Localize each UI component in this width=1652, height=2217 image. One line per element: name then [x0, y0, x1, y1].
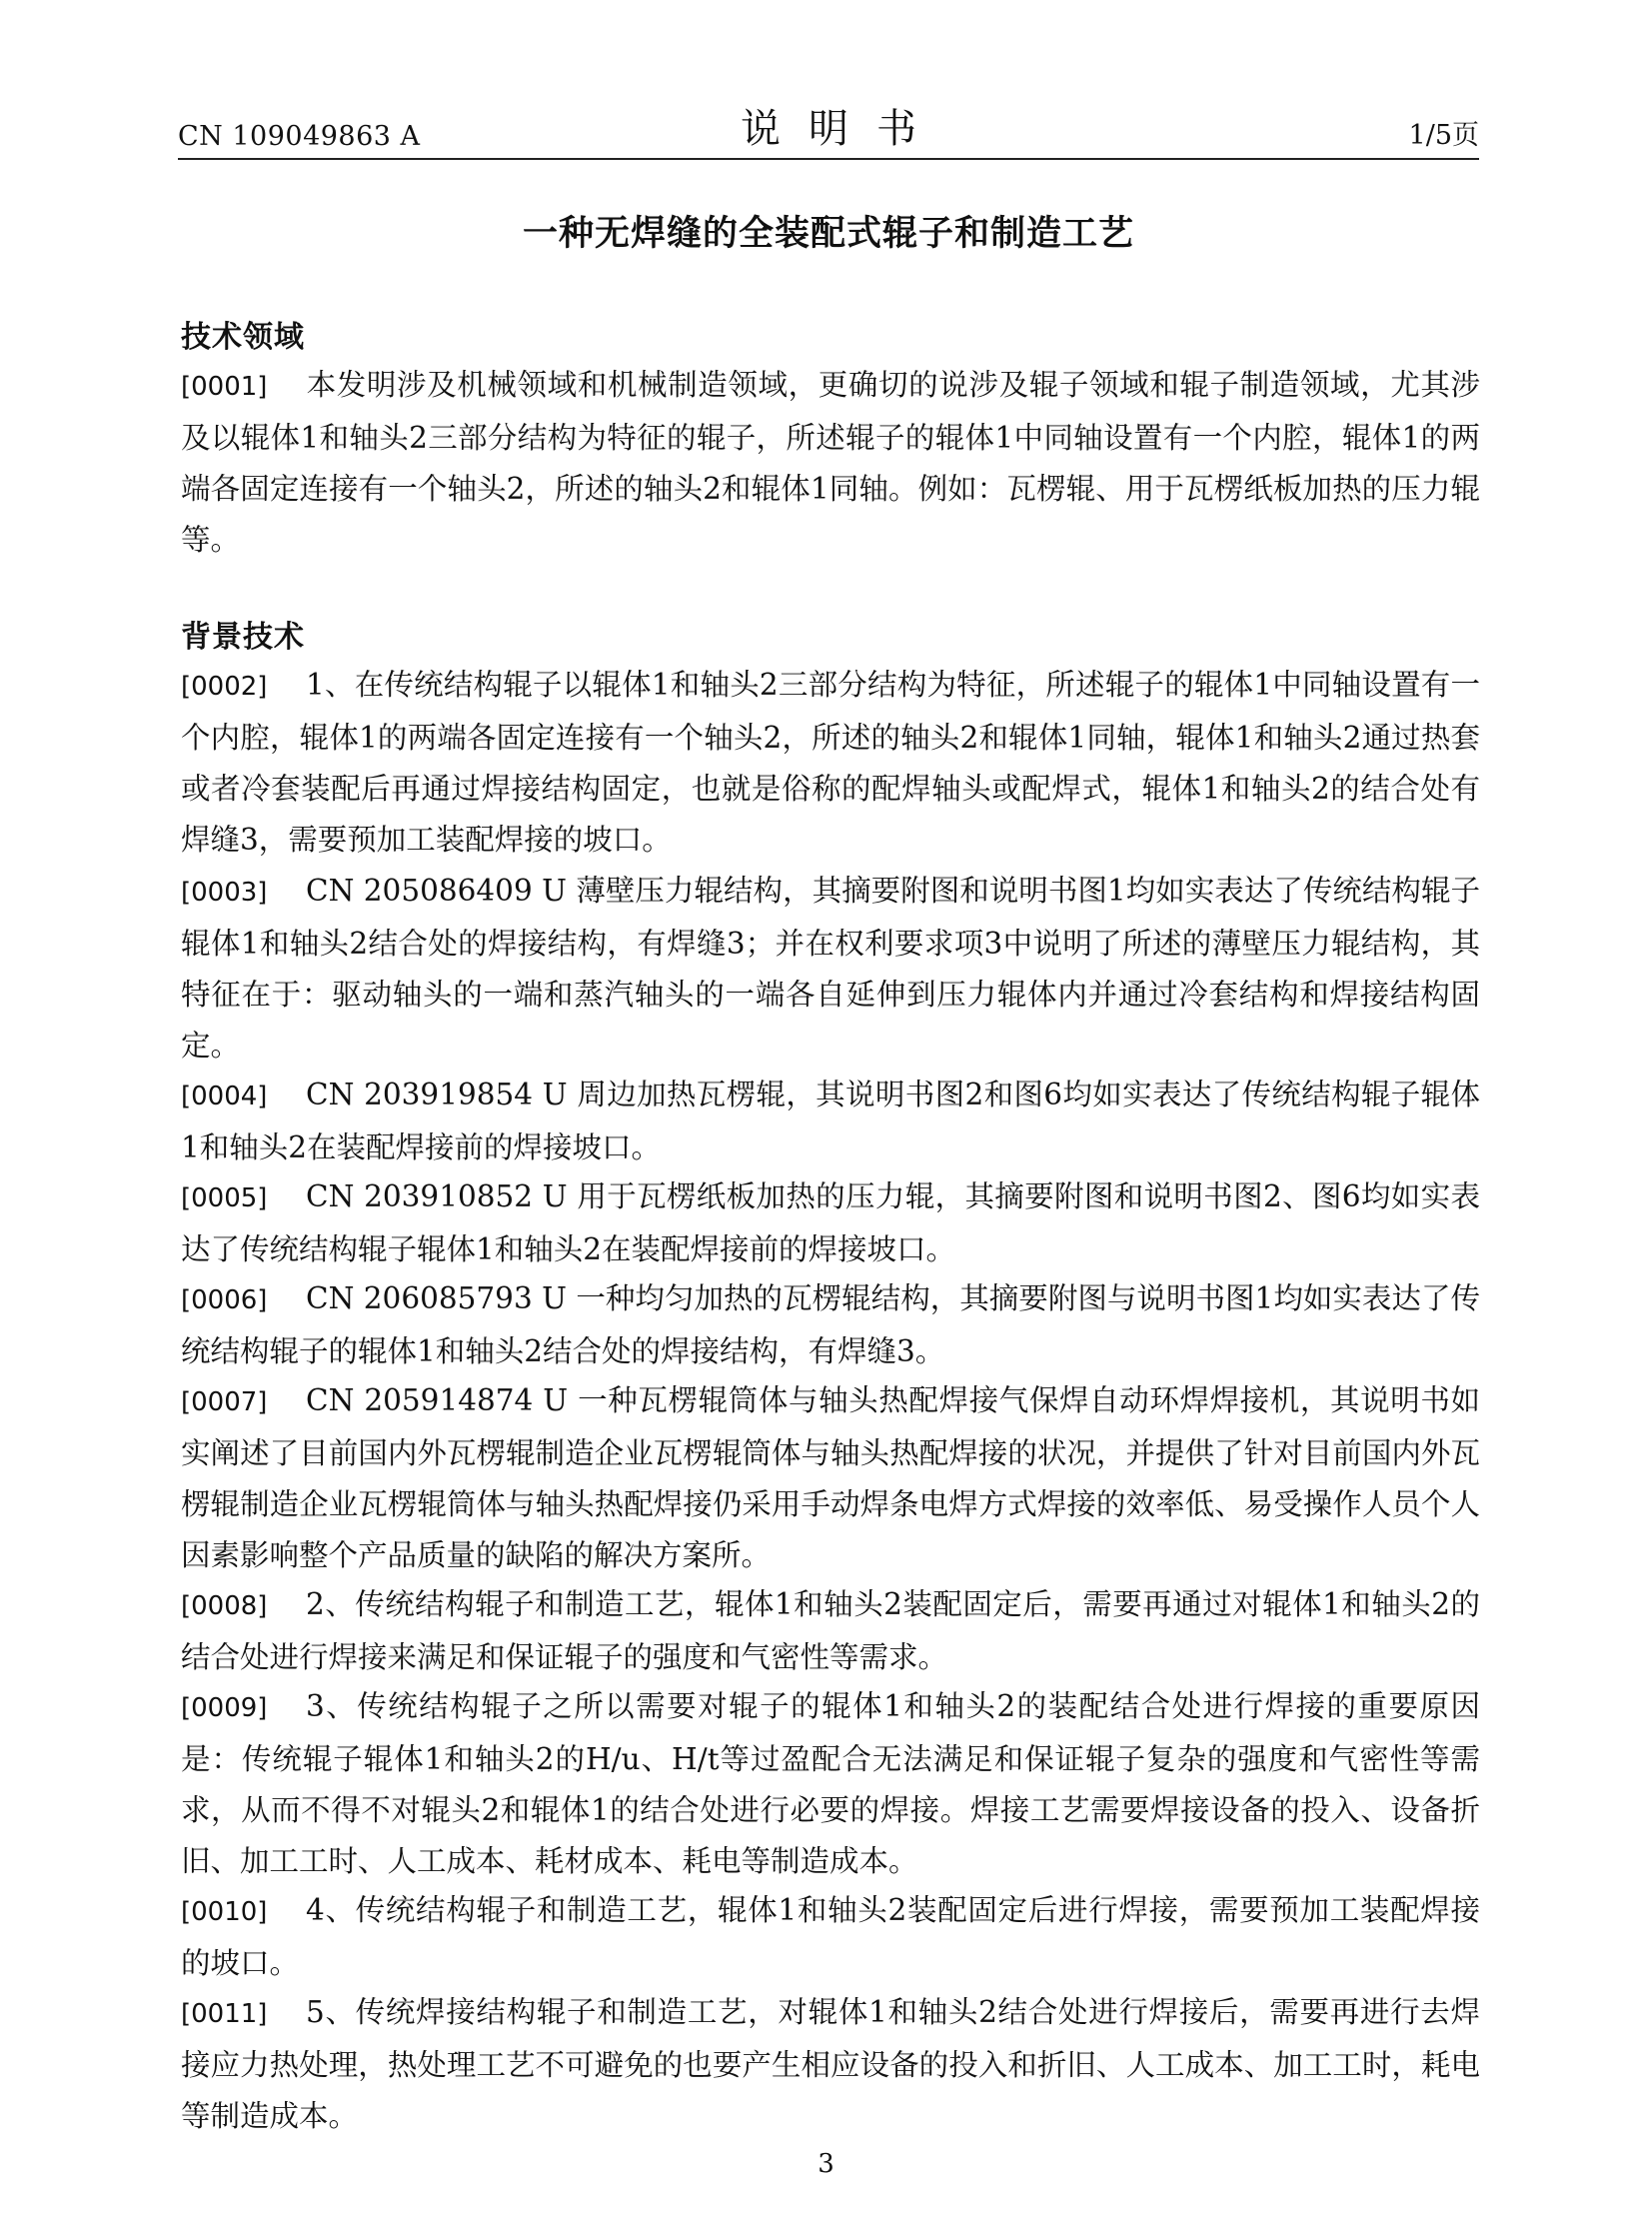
paragraph-text: CN 205914874 U 一种瓦楞辊筒体与轴头热配焊接气保焊自动环焊焊接机，其说明书如实阐述了目前国内外瓦楞辊制造企业瓦楞辊筒体与轴头热配焊接的状况，并提供了针对目前国内外瓦楞辊制造企业瓦楞辊筒体与轴头热配焊接仍采用手动焊条电焊方式焊接的效率低、易受操作人员个人因素影响整个产品质量的缺陷的解决方案所。 — [181, 1383, 1480, 1572]
paragraph-0009 — [181, 1681, 1480, 1887]
paragraph-text: CN 206085793 U 一种均匀加热的瓦楞辊结构，其摘要附图与说明书图1均如实表达了传统结构辊子的辊体1和轴头2结合处的焊接结构，有焊缝3。 — [181, 1281, 1480, 1368]
paragraph-0010 — [181, 1885, 1480, 1989]
paragraph-0003 — [181, 866, 1480, 1072]
paragraph-text: 5、传统焊接结构辊子和制造工艺，对辊体1和轴头2结合处进行焊接后，需要再进行去焊接应力热处理，热处理工艺不可避免的也要产生相应设备的投入和折旧、人工成本、加工工时，耗电等制造成本。 — [181, 1995, 1480, 2133]
paragraph-text: CN 203919854 U 周边加热瓦楞辊，其说明书图2和图6均如实表达了传统结构辊子辊体1和轴头2在装配焊接前的焊接坡口。 — [181, 1078, 1480, 1164]
document-type: 说明书 — [741, 106, 944, 152]
paragraph-text: CN 205086409 U 薄壁压力辊结构，其摘要附图和说明书图1均如实表达了传统结构辊子辊体1和轴头2结合处的焊接结构，有焊缝3；并在权利要求项3中说明了所述的薄壁压力辊结构，其特征在于：驱动轴头的一端和蒸汽轴头的一端各自延伸到压力辊体内并通过冷套结构和焊接结构固定。 — [181, 874, 1480, 1063]
paragraph-text: 3、传统结构辊子之所以需要对辊子的辊体1和轴头2的装配结合处进行焊接的重要原因是：传统辊子辊体1和轴头2的H/u、H/t等过盈配合无法满足和保证辊子复杂的强度和气密性等需求，从而不得不对辊头2和辊体1的结合处进行必要的焊接。焊接工艺需要焊接设备的投入、设备折旧、加工工时、人工成本、耗材成本、耗电等制造成本。 — [181, 1689, 1480, 1878]
paragraph-number: [0005] — [181, 1183, 268, 1213]
paragraph-text: 2、传统结构辊子和制造工艺，辊体1和轴头2装配固定后，需要再通过对辊体1和轴头2的结合处进行焊接来满足和保证辊子的强度和气密性等需求。 — [181, 1587, 1480, 1674]
paragraph-text: 1、在传统结构辊子以辊体1和轴头2三部分结构为特征，所述辊子的辊体1中同轴设置有一个内腔，辊体1的两端各固定连接有一个轴头2，所述的轴头2和辊体1同轴，辊体1和轴头2通过热套或者冷套装配后再通过焊接结构固定，也就是俗称的配焊轴头或配焊式，辊体1和轴头2的结合处有焊缝3，需要预加工装配焊接的坡口。 — [181, 668, 1480, 857]
paragraph-number: [0007] — [181, 1387, 268, 1417]
paragraph-0007 — [181, 1375, 1480, 1581]
page-number: 3 — [818, 2149, 834, 2179]
paragraph-0002 — [181, 660, 1480, 866]
paragraph-text: 本发明涉及机械领域和机械制造领域，更确切的说涉及辊子领域和辊子制造领域，尤其涉及以辊体1和轴头2三部分结构为特征的辊子，所述辊子的辊体1中同轴设置有一个内腔，辊体1的两端各固定连接有一个轴头2，所述的轴头2和辊体1同轴。例如：瓦楞辊、用于瓦楞纸板加热的压力辊等。 — [181, 368, 1480, 557]
paragraph-text: 4、传统结构辊子和制造工艺，辊体1和轴头2装配固定后进行焊接，需要预加工装配焊接的坡口。 — [181, 1893, 1480, 1980]
section-heading-technical-field: 技术领域 — [181, 320, 305, 355]
paragraph-number: [0004] — [181, 1082, 268, 1111]
paragraph-number: [0008] — [181, 1591, 268, 1621]
document-title: 一种无焊缝的全装配式辊子和制造工艺 — [522, 214, 1134, 254]
publication-number: CN 109049863 A — [178, 121, 421, 152]
paragraph-0008 — [181, 1579, 1480, 1683]
paragraph-0004 — [181, 1070, 1480, 1173]
paragraph-text: CN 203910852 U 用于瓦楞纸板加热的压力辊，其摘要附图和说明书图2、图6均如实表达了传统结构辊子辊体1和轴头2在装配焊接前的焊接坡口。 — [181, 1179, 1480, 1266]
paragraph-number: [0006] — [181, 1285, 268, 1315]
paragraph-number: [0009] — [181, 1693, 268, 1723]
paragraph-0006 — [181, 1273, 1480, 1377]
paragraph-0005 — [181, 1171, 1480, 1275]
paragraph-0001 — [181, 360, 1480, 566]
section-heading-background: 背景技术 — [181, 620, 305, 655]
paragraph-number: [0011] — [181, 1999, 268, 2029]
paragraph-number: [0001] — [181, 372, 268, 402]
paragraph-number: [0010] — [181, 1897, 268, 1927]
paragraph-0011 — [181, 1987, 1480, 2142]
paragraph-number: [0002] — [181, 672, 268, 702]
page-header — [178, 98, 1479, 160]
paragraph-number: [0003] — [181, 878, 268, 908]
page-of-total: 1/5页 — [1408, 120, 1479, 151]
